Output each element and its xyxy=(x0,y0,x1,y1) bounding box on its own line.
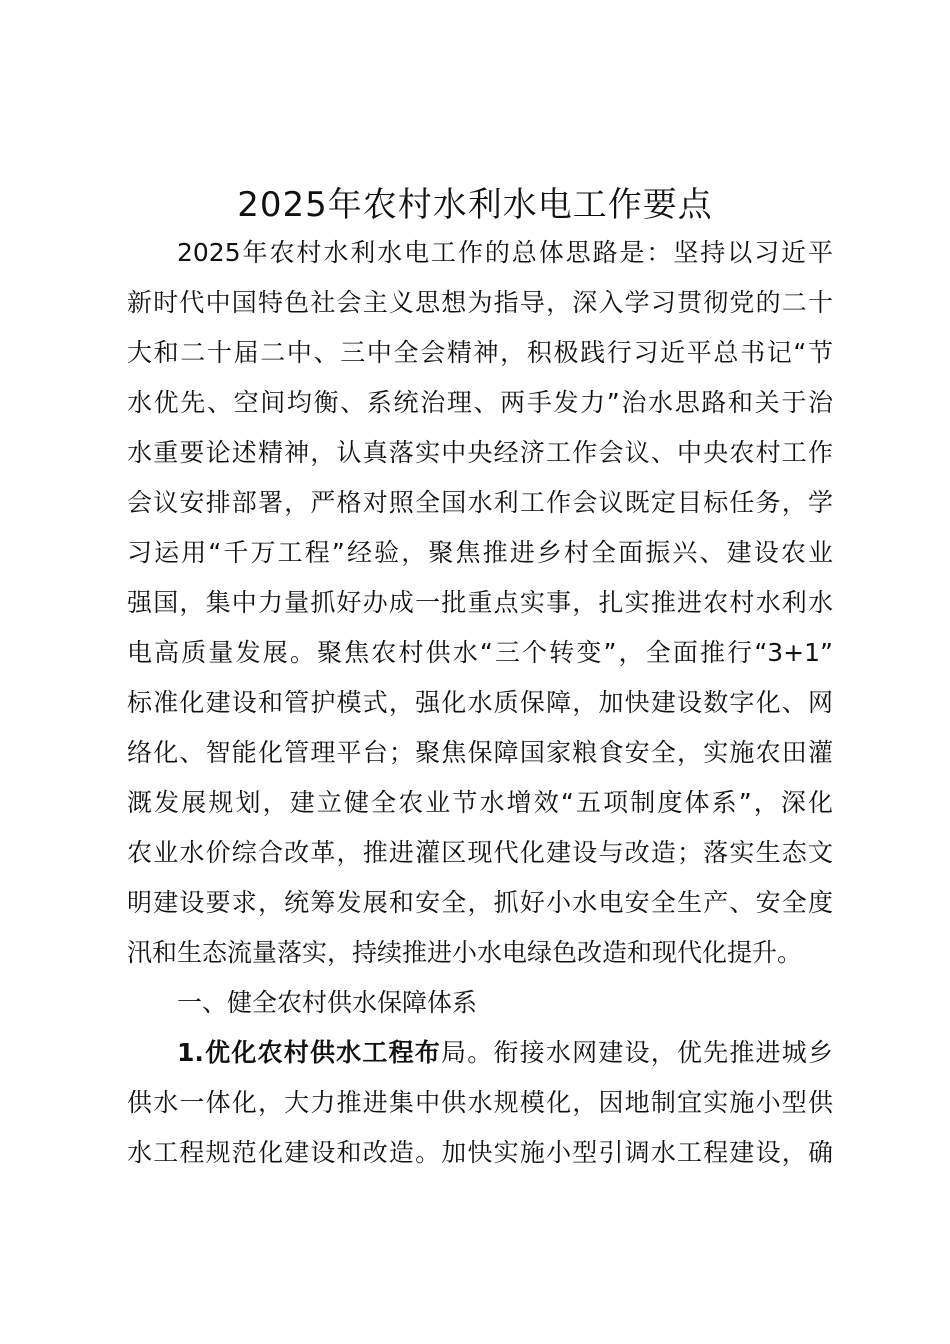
text-line: 强国，集中力量抓好办成一批重点实事，扎实推进农村水利水 xyxy=(127,588,833,617)
section-heading-block xyxy=(127,978,833,1028)
text-line: 络化、智能化管理平台；聚焦保障国家粮食安全，实施农田灌 xyxy=(127,738,833,767)
document-title: 2025年农村水利水电工作要点 xyxy=(237,185,713,225)
text-line: 标准化建设和管护模式，强化水质保障，加快建设数字化、网 xyxy=(127,688,833,717)
text-line: 农业水价综合改革，推进灌区现代化建设与改造；落实生态文 xyxy=(127,838,833,867)
text-line: 电高质量发展。聚焦农村供水“三个转变”，全面推行“3+1” xyxy=(127,638,833,667)
item-1-paragraph xyxy=(127,1028,833,1178)
text-line: 会议安排部署，严格对照全国水利工作会议既定目标任务，学 xyxy=(127,488,833,517)
text-line: 水优先、空间均衡、系统治理、两手发力”治水思路和关于治 xyxy=(127,388,833,417)
text-line: 大和二十届二中、三中全会精神，积极践行习近平总书记“节 xyxy=(127,338,833,367)
intro-paragraph xyxy=(127,228,833,978)
text-line: 明建设要求，统筹发展和安全，抓好小水电安全生产、安全度 xyxy=(127,888,833,917)
item-1-heading: 1.优化农村供水工程布 xyxy=(177,1038,442,1067)
text-line: 水工程规范化建设和改造。加快实施小型引调水工程建设，确 xyxy=(127,1138,833,1167)
text-line: 2025年农村水利水电工作的总体思路是：坚持以习近平 xyxy=(177,238,833,267)
item-1-text: 局。衔接水网建设，优先推进城乡 xyxy=(441,1038,833,1067)
text-line: 供水一体化，大力推进集中供水规模化，因地制宜实施小型供 xyxy=(127,1088,833,1117)
text-line: 溉发展规划，建立健全农业节水增效“五项制度体系”，深化 xyxy=(127,788,833,817)
section-heading: 一、健全农村供水保障体系 xyxy=(177,988,478,1017)
text-line: 汛和生态流量落实，持续推进小水电绿色改造和现代化提升。 xyxy=(127,938,803,967)
text-line xyxy=(127,1028,833,1078)
text-line: 水重要论述精神，认真落实中央经济工作会议、中央农村工作 xyxy=(127,438,833,467)
text-line: 新时代中国特色社会主义思想为指导，深入学习贯彻党的二十 xyxy=(127,288,833,317)
text-line: 习运用“千万工程”经验，聚焦推进乡村全面振兴、建设农业 xyxy=(127,538,833,567)
